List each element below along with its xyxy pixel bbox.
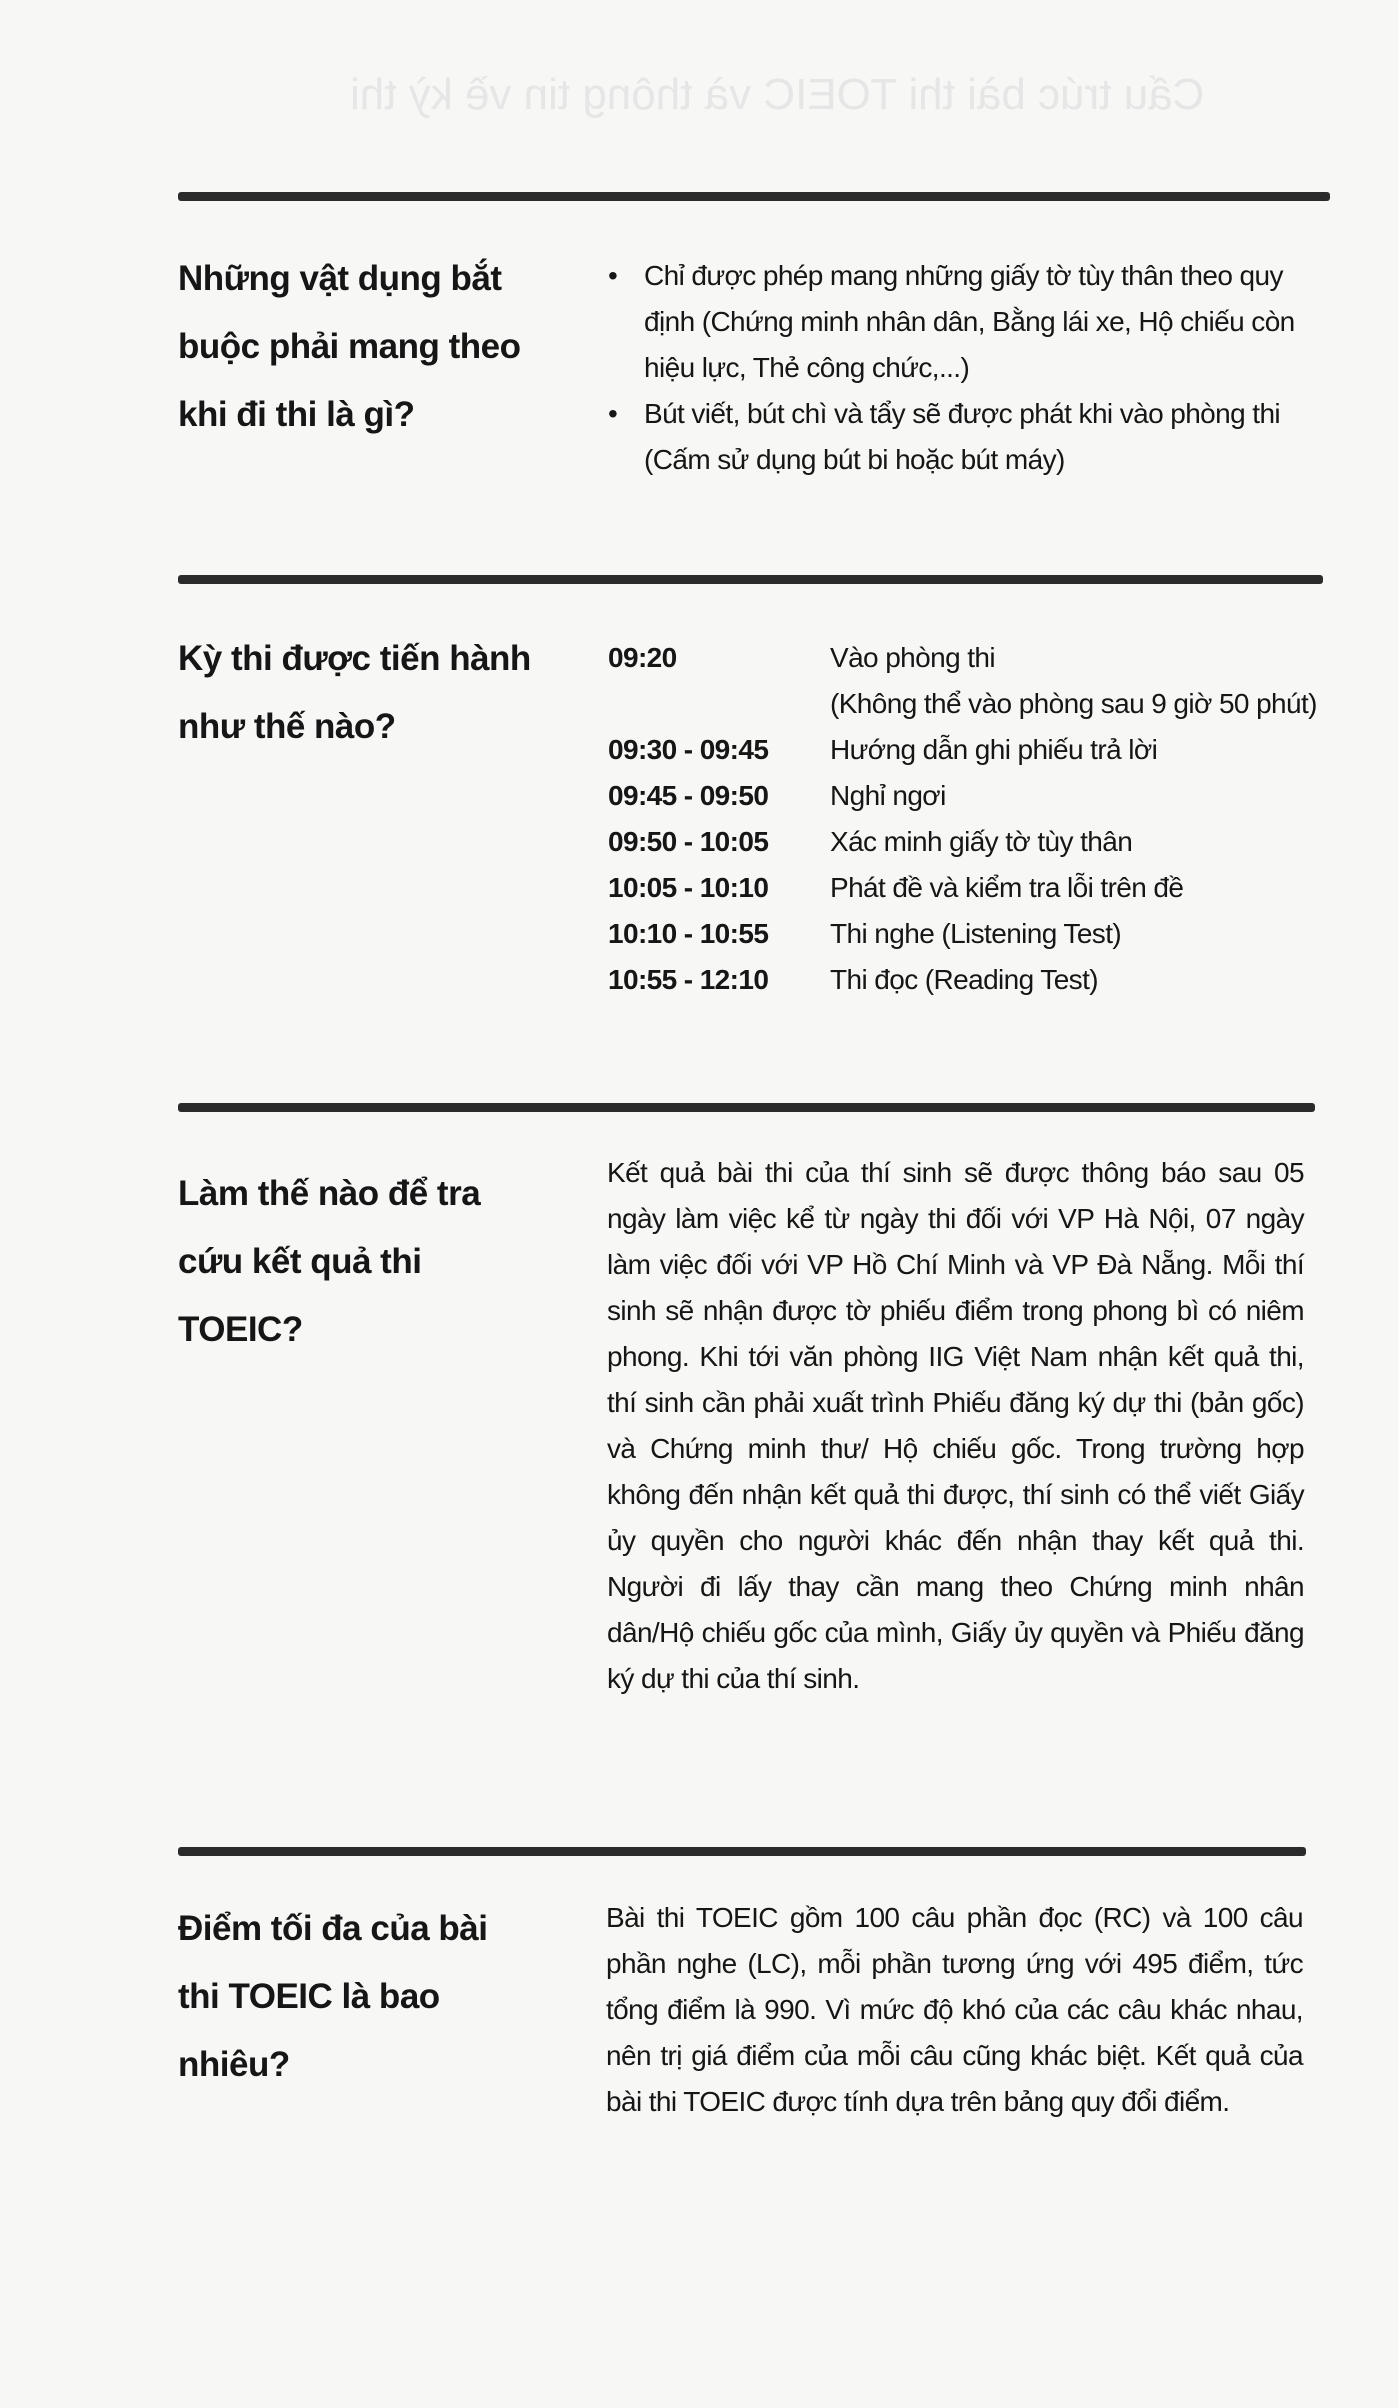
schedule-activity: Thi đọc (Reading Test) [830, 964, 1098, 995]
schedule-activity: Nghỉ ngơi [830, 780, 946, 811]
schedule-time: 09:20 [608, 642, 677, 673]
section-divider [178, 1103, 1315, 1112]
question: Kỳ thi được tiến hành như thế nào? [178, 639, 531, 746]
bleed-through-header: Cấu trúc bài thi TOEIC và thông tin về kỳ thi [350, 70, 1205, 119]
section-divider [178, 575, 1323, 584]
schedule-activity: Vào phòng thi [830, 642, 996, 673]
schedule-activity: Phát đề và kiểm tra lỗi trên đề [830, 872, 1184, 903]
question: Làm thế nào để tra cứu kết quả thi TOEIC? [178, 1174, 481, 1349]
schedule-table [608, 635, 1320, 1003]
schedule-time: 10:55 - 12:10 [608, 964, 769, 995]
answer-bullets [608, 253, 1308, 483]
question: Điểm tối đa của bài thi TOEIC là bao nhiêu? [178, 1909, 488, 2084]
schedule-activity: Thi nghe (Listening Test) [830, 918, 1122, 949]
section-divider [178, 1847, 1306, 1856]
schedule-time: 09:50 - 10:05 [608, 826, 769, 857]
schedule-activity: Xác minh giấy tờ tùy thân [830, 826, 1133, 857]
schedule-time: 10:10 - 10:55 [608, 918, 769, 949]
schedule-activity: Hướng dẫn ghi phiếu trả lời [830, 734, 1158, 765]
schedule-note: (Không thể vào phòng sau 9 giờ 50 phút) [830, 688, 1317, 719]
schedule-time: 09:30 - 09:45 [608, 734, 769, 765]
schedule-time: 09:45 - 09:50 [608, 780, 769, 811]
answer-text: Bài thi TOEIC gồm 100 câu phần đọc (RC) và 100 câu phần nghe (LC), mỗi phần tương ứng với 495 điểm, tức tổng điểm là 990. Vì mức độ khó của các câu khác nhau, nên trị giá điểm của mỗi câu cũng khác biệt. Kết quả của bài thi TOEIC được tính dựa trên bảng quy đổi điểm. [606, 1902, 1303, 2117]
question: Những vật dụng bắt buộc phải mang theo khi đi thi là gì? [178, 259, 521, 434]
bullet-item: • Chỉ được phép mang những giấy tờ tùy thân theo quy định (Chứng minh nhân dân, Bằng lái xe, Hộ chiếu còn hiệu lực, Thẻ công chức,...) [608, 253, 1308, 391]
section-divider [178, 192, 1330, 201]
schedule-time: 10:05 - 10:10 [608, 872, 769, 903]
answer-text: Kết quả bài thi của thí sinh sẽ được thông báo sau 05 ngày làm việc kể từ ngày thi đối với VP Hà Nội, 07 ngày làm việc đối với VP Hồ Chí Minh và VP Đà Nẵng. Mỗi thí sinh sẽ nhận được tờ phiếu điểm trong phong bì có niêm phong. Khi tới văn phòng IIG Việt Nam nhận kết quả thi, thí sinh cần phải xuất trình Phiếu đăng ký dự thi (bản gốc) và Chứng minh thư/ Hộ chiếu gốc. Trong trường hợp không đến nhận kết quả thi được, thí sinh có thể viết Giấy ủy quyền cho người khác đến nhận thay kết quả thi. Người đi lấy thay cần mang theo Chứng minh nhân dân/Hộ chiếu gốc của mình, Giấy ủy quyền và Phiếu đăng ký dự thi của thí sinh. [607, 1157, 1304, 1694]
bullet-item: • Bút viết, bút chì và tẩy sẽ được phát khi vào phòng thi (Cấm sử dụng bút bi hoặc bút máy) [608, 391, 1308, 483]
